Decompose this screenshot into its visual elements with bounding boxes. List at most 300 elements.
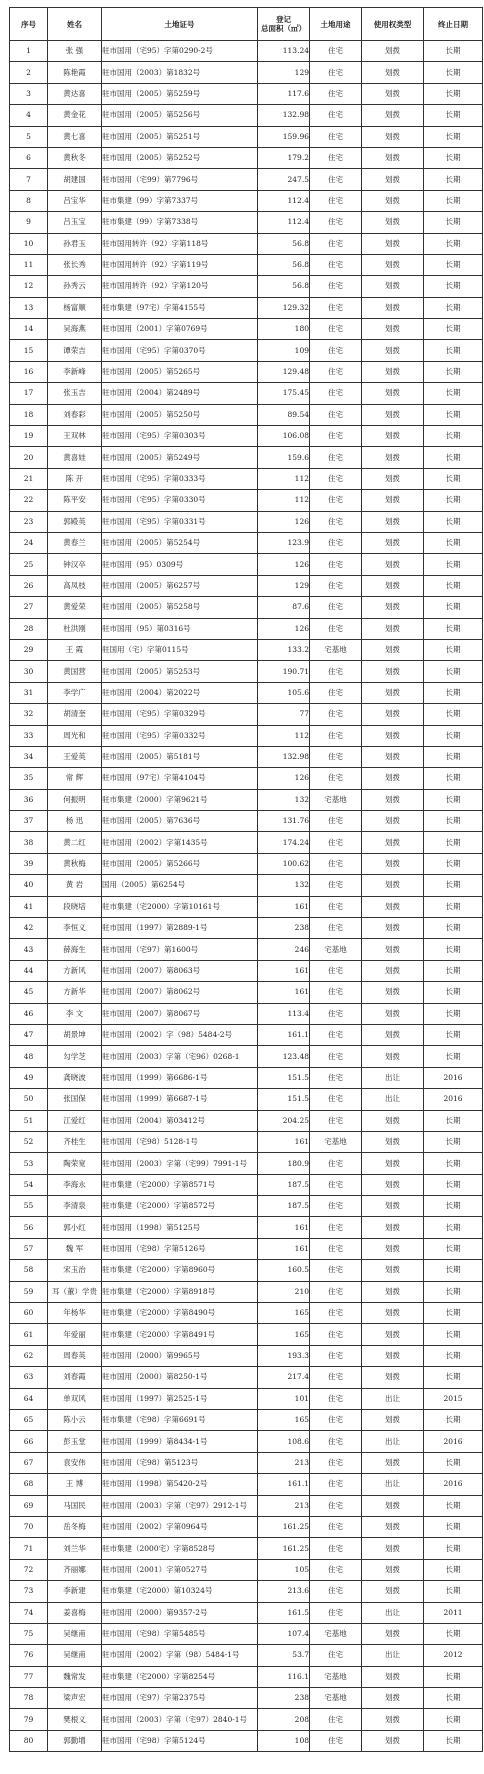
cell-index: 8: [10, 190, 48, 211]
cell-land-use: 住宅: [310, 212, 362, 233]
land-registry-document: [9, 7, 482, 1752]
cell-right-type: 划拨: [362, 768, 424, 789]
cell-certificate: 驻市国用（2000）第8250-1号: [102, 1367, 258, 1388]
cell-index: 54: [10, 1174, 48, 1195]
cell-area: 105.6: [258, 682, 310, 703]
cell-end-date: 长期: [424, 618, 483, 639]
table-row: [10, 383, 483, 404]
cell-name: 黄喜娃: [48, 447, 102, 468]
cell-index: 13: [10, 297, 48, 318]
cell-end-date: 长期: [424, 1324, 483, 1345]
table-row: [10, 661, 483, 682]
cell-area: 193.3: [258, 1345, 310, 1366]
table-row: [10, 1602, 483, 1623]
cell-certificate: 驻市国用（宅98）字第5124号: [102, 1730, 258, 1751]
cell-right-type: 划拨: [362, 1024, 424, 1045]
cell-name: 黄 岩: [48, 875, 102, 896]
cell-index: 62: [10, 1345, 48, 1366]
cell-index: 5: [10, 126, 48, 147]
cell-name: 杨 迅: [48, 811, 102, 832]
cell-end-date: 长期: [424, 575, 483, 596]
cell-end-date: 长期: [424, 1131, 483, 1152]
cell-area: 165: [258, 1303, 310, 1324]
cell-area: 213.6: [258, 1581, 310, 1602]
header-land-use: 土地用途: [310, 8, 362, 41]
cell-right-type: 划拨: [362, 1003, 424, 1024]
cell-certificate: 驻市国用（2007）第8067号: [102, 1003, 258, 1024]
table-row: [10, 1623, 483, 1644]
cell-index: 40: [10, 875, 48, 896]
cell-area: 187.5: [258, 1174, 310, 1195]
cell-certificate: 驻市国用（宅95）字第0329号: [102, 704, 258, 725]
cell-certificate: 驻市国用（宅95）字第0290-2号: [102, 41, 258, 62]
cell-name: 张国保: [48, 1089, 102, 1110]
cell-land-use: 住宅: [310, 404, 362, 425]
cell-end-date: 长期: [424, 169, 483, 190]
cell-certificate: 驻市国用（2001）字第0527号: [102, 1559, 258, 1580]
cell-right-type: 出让: [362, 1388, 424, 1409]
cell-index: 12: [10, 276, 48, 297]
table-row: [10, 1410, 483, 1431]
table-row: [10, 1666, 483, 1687]
cell-land-use: 住宅: [310, 1024, 362, 1045]
cell-name: 陈小云: [48, 1410, 102, 1431]
table-row: [10, 1217, 483, 1238]
cell-certificate: 驻市集建（宅2000）字第8490号: [102, 1303, 258, 1324]
cell-land-use: 住宅: [310, 1196, 362, 1217]
cell-index: 78: [10, 1688, 48, 1709]
cell-right-type: 划拨: [362, 1688, 424, 1709]
cell-name: 黄金花: [48, 105, 102, 126]
cell-area: 133.2: [258, 639, 310, 660]
cell-end-date: 长期: [424, 1046, 483, 1067]
table-row: [10, 1024, 483, 1045]
cell-end-date: 长期: [424, 661, 483, 682]
cell-area: 247.5: [258, 169, 310, 190]
cell-land-use: 宅基地: [310, 1131, 362, 1152]
cell-name: 张长秀: [48, 254, 102, 275]
cell-end-date: 长期: [424, 554, 483, 575]
cell-right-type: 划拨: [362, 147, 424, 168]
cell-area: 129: [258, 62, 310, 83]
cell-end-date: 长期: [424, 704, 483, 725]
cell-right-type: 划拨: [362, 169, 424, 190]
cell-name: 王 霞: [48, 639, 102, 660]
cell-name: 周春英: [48, 1345, 102, 1366]
table-row: [10, 62, 483, 83]
cell-certificate: 驻市国用转许（92）字第120号: [102, 276, 258, 297]
cell-certificate: 驻市国用（宅95）字第0303号: [102, 426, 258, 447]
table-row: [10, 169, 483, 190]
cell-name: 岳冬梅: [48, 1516, 102, 1537]
cell-right-type: 划拨: [362, 41, 424, 62]
cell-name: 常 辉: [48, 768, 102, 789]
cell-land-use: 住宅: [310, 1709, 362, 1730]
cell-area: 132: [258, 789, 310, 810]
table-row: [10, 746, 483, 767]
cell-land-use: 住宅: [310, 1388, 362, 1409]
cell-area: 180.9: [258, 1153, 310, 1174]
cell-end-date: 长期: [424, 1196, 483, 1217]
table-row: [10, 982, 483, 1003]
table-row: [10, 1431, 483, 1452]
cell-index: 16: [10, 361, 48, 382]
table-row: [10, 1281, 483, 1302]
cell-end-date: 长期: [424, 147, 483, 168]
cell-index: 43: [10, 939, 48, 960]
cell-index: 17: [10, 383, 48, 404]
header-certificate: 土地证号: [102, 8, 258, 41]
cell-area: 217.4: [258, 1367, 310, 1388]
cell-right-type: 划拨: [362, 575, 424, 596]
cell-name: 勾学芝: [48, 1046, 102, 1067]
cell-area: 56.8: [258, 254, 310, 275]
cell-land-use: 住宅: [310, 1238, 362, 1259]
cell-land-use: 住宅: [310, 682, 362, 703]
cell-certificate: 驻市集建（2000）字第9621号: [102, 789, 258, 810]
table-row: [10, 532, 483, 553]
cell-index: 37: [10, 811, 48, 832]
cell-right-type: 划拨: [362, 1303, 424, 1324]
cell-right-type: 出让: [362, 1067, 424, 1088]
cell-certificate: 驻国用（宅）字第0115号: [102, 639, 258, 660]
cell-land-use: 住宅: [310, 340, 362, 361]
cell-name: 黄二红: [48, 832, 102, 853]
cell-end-date: 长期: [424, 126, 483, 147]
header-name: 姓名: [48, 8, 102, 41]
cell-index: 14: [10, 319, 48, 340]
cell-certificate: 驻市国用（宅95）字第0331号: [102, 511, 258, 532]
header-index: 序号: [10, 8, 48, 41]
cell-certificate: 驻市国用（1999）第6687-1号: [102, 1089, 258, 1110]
cell-certificate: 驻市国用（2005）第5253号: [102, 661, 258, 682]
cell-end-date: 长期: [424, 511, 483, 532]
table-row: [10, 597, 483, 618]
cell-name: 吴海燕: [48, 319, 102, 340]
table-row: [10, 1046, 483, 1067]
cell-certificate: 驻市国用（2005）第5252号: [102, 147, 258, 168]
cell-right-type: 划拨: [362, 1260, 424, 1281]
cell-index: 29: [10, 639, 48, 660]
cell-name: 龚晓波: [48, 1067, 102, 1088]
table-row: [10, 468, 483, 489]
cell-certificate: 驻市集建（宅2000）第10324号: [102, 1581, 258, 1602]
table-row: [10, 768, 483, 789]
cell-index: 33: [10, 725, 48, 746]
cell-certificate: 驻市国用（2007）第8063号: [102, 960, 258, 981]
cell-right-type: 划拨: [362, 853, 424, 874]
cell-right-type: 划拨: [362, 1452, 424, 1473]
cell-area: 161: [258, 1238, 310, 1259]
table-row: [10, 1730, 483, 1751]
cell-index: 61: [10, 1324, 48, 1345]
cell-land-use: 住宅: [310, 1474, 362, 1495]
cell-area: 161: [258, 1217, 310, 1238]
cell-area: 161: [258, 1131, 310, 1152]
cell-area: 161.5: [258, 1602, 310, 1623]
cell-name: 魏常发: [48, 1666, 102, 1687]
cell-end-date: 长期: [424, 1410, 483, 1431]
cell-right-type: 划拨: [362, 426, 424, 447]
cell-end-date: 长期: [424, 233, 483, 254]
cell-area: 77: [258, 704, 310, 725]
cell-land-use: 宅基地: [310, 789, 362, 810]
cell-end-date: 长期: [424, 105, 483, 126]
cell-land-use: 住宅: [310, 1602, 362, 1623]
cell-certificate: 驻市国用转许（92）字第119号: [102, 254, 258, 275]
cell-right-type: 划拨: [362, 511, 424, 532]
cell-right-type: 划拨: [362, 704, 424, 725]
cell-right-type: 出让: [362, 1645, 424, 1666]
cell-area: 161.1: [258, 1024, 310, 1045]
cell-name: 宋玉治: [48, 1260, 102, 1281]
table-row: [10, 105, 483, 126]
cell-area: 165: [258, 1324, 310, 1345]
table-row: [10, 853, 483, 874]
cell-land-use: 住宅: [310, 468, 362, 489]
cell-index: 22: [10, 490, 48, 511]
cell-index: 52: [10, 1131, 48, 1152]
cell-name: 年爱丽: [48, 1324, 102, 1345]
cell-name: 吴继甫: [48, 1645, 102, 1666]
cell-end-date: 长期: [424, 404, 483, 425]
cell-land-use: 住宅: [310, 169, 362, 190]
cell-right-type: 划拨: [362, 896, 424, 917]
cell-certificate: 驻市国用（2003）字第（宅97）2912-1号: [102, 1495, 258, 1516]
cell-certificate: 驻市国用（宅95）字第0370号: [102, 340, 258, 361]
cell-right-type: 划拨: [362, 1367, 424, 1388]
cell-certificate: 驻市国用（2000）第9357-2号: [102, 1602, 258, 1623]
cell-end-date: 2016: [424, 1089, 483, 1110]
cell-index: 30: [10, 661, 48, 682]
table-row: [10, 1645, 483, 1666]
cell-area: 109: [258, 340, 310, 361]
cell-right-type: 划拨: [362, 468, 424, 489]
cell-index: 1: [10, 41, 48, 62]
cell-name: 黄国营: [48, 661, 102, 682]
table-row: [10, 126, 483, 147]
cell-area: 161: [258, 896, 310, 917]
cell-right-type: 划拨: [362, 1196, 424, 1217]
cell-end-date: 长期: [424, 1559, 483, 1580]
cell-certificate: 驻市集建（宅2000）字第8572号: [102, 1196, 258, 1217]
cell-end-date: 长期: [424, 725, 483, 746]
cell-area: 174.24: [258, 832, 310, 853]
cell-land-use: 住宅: [310, 811, 362, 832]
cell-land-use: 住宅: [310, 233, 362, 254]
cell-land-use: 住宅: [310, 511, 362, 532]
cell-index: 42: [10, 918, 48, 939]
cell-area: 107.4: [258, 1623, 310, 1644]
cell-right-type: 划拨: [362, 1217, 424, 1238]
cell-end-date: 长期: [424, 1623, 483, 1644]
cell-area: 106.08: [258, 426, 310, 447]
cell-land-use: 住宅: [310, 1410, 362, 1431]
cell-end-date: 长期: [424, 1303, 483, 1324]
cell-index: 56: [10, 1217, 48, 1238]
cell-certificate: 驻市集建（97宅）字第4155号: [102, 297, 258, 318]
cell-right-type: 划拨: [362, 597, 424, 618]
cell-name: 李学广: [48, 682, 102, 703]
table-row: [10, 190, 483, 211]
cell-name: 段晓培: [48, 896, 102, 917]
table-row: [10, 147, 483, 168]
cell-land-use: 住宅: [310, 832, 362, 853]
cell-name: 李恒义: [48, 918, 102, 939]
table-row: [10, 1388, 483, 1409]
header-right-type: 使用权类型: [362, 8, 424, 41]
table-row: [10, 939, 483, 960]
cell-land-use: 住宅: [310, 254, 362, 275]
table-row: [10, 1581, 483, 1602]
cell-right-type: 划拨: [362, 212, 424, 233]
cell-certificate: 驻市国用（2005）第5256号: [102, 105, 258, 126]
cell-area: 161.1: [258, 1474, 310, 1495]
cell-index: 67: [10, 1452, 48, 1473]
cell-end-date: 长期: [424, 1516, 483, 1537]
cell-area: 116.1: [258, 1666, 310, 1687]
cell-land-use: 住宅: [310, 1730, 362, 1751]
cell-name: 郭小红: [48, 1217, 102, 1238]
cell-right-type: 划拨: [362, 1345, 424, 1366]
cell-end-date: 长期: [424, 190, 483, 211]
cell-land-use: 住宅: [310, 1303, 362, 1324]
cell-area: 56.8: [258, 276, 310, 297]
cell-area: 132.98: [258, 746, 310, 767]
cell-end-date: 长期: [424, 918, 483, 939]
cell-index: 4: [10, 105, 48, 126]
cell-area: 161: [258, 960, 310, 981]
cell-area: 165: [258, 1410, 310, 1431]
cell-index: 51: [10, 1110, 48, 1131]
cell-index: 68: [10, 1474, 48, 1495]
cell-end-date: 2011: [424, 1602, 483, 1623]
cell-right-type: 划拨: [362, 233, 424, 254]
cell-certificate: 驻市国用（2005）第5258号: [102, 597, 258, 618]
cell-index: 41: [10, 896, 48, 917]
cell-index: 10: [10, 233, 48, 254]
cell-index: 35: [10, 768, 48, 789]
cell-index: 38: [10, 832, 48, 853]
cell-index: 11: [10, 254, 48, 275]
cell-certificate: 驻市集建（宅2000）字第8491号: [102, 1324, 258, 1345]
cell-name: 李新建: [48, 1581, 102, 1602]
cell-index: 18: [10, 404, 48, 425]
table-row: [10, 1538, 483, 1559]
cell-land-use: 住宅: [310, 105, 362, 126]
table-header-row: [10, 8, 483, 41]
cell-certificate: 驻市国用（2005）第5249号: [102, 447, 258, 468]
cell-land-use: 住宅: [310, 1003, 362, 1024]
cell-area: 126: [258, 511, 310, 532]
table-row: [10, 1324, 483, 1345]
cell-certificate: 驻市国用（2003）字第（宅99）7991-1号: [102, 1153, 258, 1174]
cell-name: 王爱英: [48, 746, 102, 767]
cell-index: 36: [10, 789, 48, 810]
cell-right-type: 出让: [362, 1474, 424, 1495]
cell-end-date: 2016: [424, 1431, 483, 1452]
cell-name: 钟汉卒: [48, 554, 102, 575]
cell-land-use: 住宅: [310, 297, 362, 318]
cell-certificate: 驻市国用（1997）第2889-1号: [102, 918, 258, 939]
cell-certificate: 驻市国用（1999）第6686-1号: [102, 1067, 258, 1088]
cell-land-use: 住宅: [310, 490, 362, 511]
cell-land-use: 住宅: [310, 83, 362, 104]
cell-land-use: 住宅: [310, 147, 362, 168]
cell-name: 年杨华: [48, 1303, 102, 1324]
cell-land-use: 住宅: [310, 575, 362, 596]
header-area-line1: 登记: [276, 15, 291, 24]
cell-right-type: 划拨: [362, 1538, 424, 1559]
cell-land-use: 住宅: [310, 1516, 362, 1537]
table-row: [10, 1367, 483, 1388]
cell-land-use: 住宅: [310, 960, 362, 981]
table-row: [10, 1196, 483, 1217]
table-row: [10, 832, 483, 853]
cell-certificate: 驻市国用（2001）字第0769号: [102, 319, 258, 340]
cell-index: 31: [10, 682, 48, 703]
cell-end-date: 长期: [424, 1666, 483, 1687]
cell-area: 126: [258, 554, 310, 575]
cell-name: 黄秋冬: [48, 147, 102, 168]
cell-area: 126: [258, 618, 310, 639]
cell-index: 74: [10, 1602, 48, 1623]
cell-right-type: 划拨: [362, 982, 424, 1003]
cell-name: 方新华: [48, 982, 102, 1003]
cell-end-date: 长期: [424, 297, 483, 318]
table-row: [10, 490, 483, 511]
cell-index: 48: [10, 1046, 48, 1067]
cell-index: 58: [10, 1260, 48, 1281]
cell-name: 孙秀云: [48, 276, 102, 297]
table-row: [10, 960, 483, 981]
cell-certificate: 驻市国用（95）0309号: [102, 554, 258, 575]
cell-land-use: 住宅: [310, 532, 362, 553]
header-end-date: 终止日期: [424, 8, 483, 41]
cell-land-use: 住宅: [310, 126, 362, 147]
table-row: [10, 1260, 483, 1281]
cell-certificate: 驻市国用（2002）字第1435号: [102, 832, 258, 853]
cell-right-type: 划拨: [362, 618, 424, 639]
cell-name: 何振明: [48, 789, 102, 810]
cell-right-type: 出让: [362, 1089, 424, 1110]
cell-index: 77: [10, 1666, 48, 1687]
cell-right-type: 划拨: [362, 105, 424, 126]
cell-end-date: 长期: [424, 340, 483, 361]
cell-land-use: 住宅: [310, 1217, 362, 1238]
cell-certificate: 驻市国用（1997）第2525-1号: [102, 1388, 258, 1409]
cell-name: 姜喜梅: [48, 1602, 102, 1623]
cell-land-use: 住宅: [310, 1089, 362, 1110]
cell-name: 刘兰华: [48, 1538, 102, 1559]
cell-right-type: 划拨: [362, 1046, 424, 1067]
cell-index: 49: [10, 1067, 48, 1088]
cell-land-use: 住宅: [310, 1645, 362, 1666]
cell-area: 161.25: [258, 1538, 310, 1559]
cell-name: 黄秋梅: [48, 853, 102, 874]
table-row: [10, 1474, 483, 1495]
cell-certificate: 驻市国用（2004）第03412号: [102, 1110, 258, 1131]
cell-land-use: 住宅: [310, 618, 362, 639]
cell-land-use: 宅基地: [310, 939, 362, 960]
cell-land-use: 住宅: [310, 190, 362, 211]
cell-certificate: 驻市国用（2005）第6257号: [102, 575, 258, 596]
cell-index: 32: [10, 704, 48, 725]
cell-end-date: 长期: [424, 490, 483, 511]
cell-area: 112: [258, 468, 310, 489]
cell-end-date: 长期: [424, 83, 483, 104]
cell-index: 7: [10, 169, 48, 190]
